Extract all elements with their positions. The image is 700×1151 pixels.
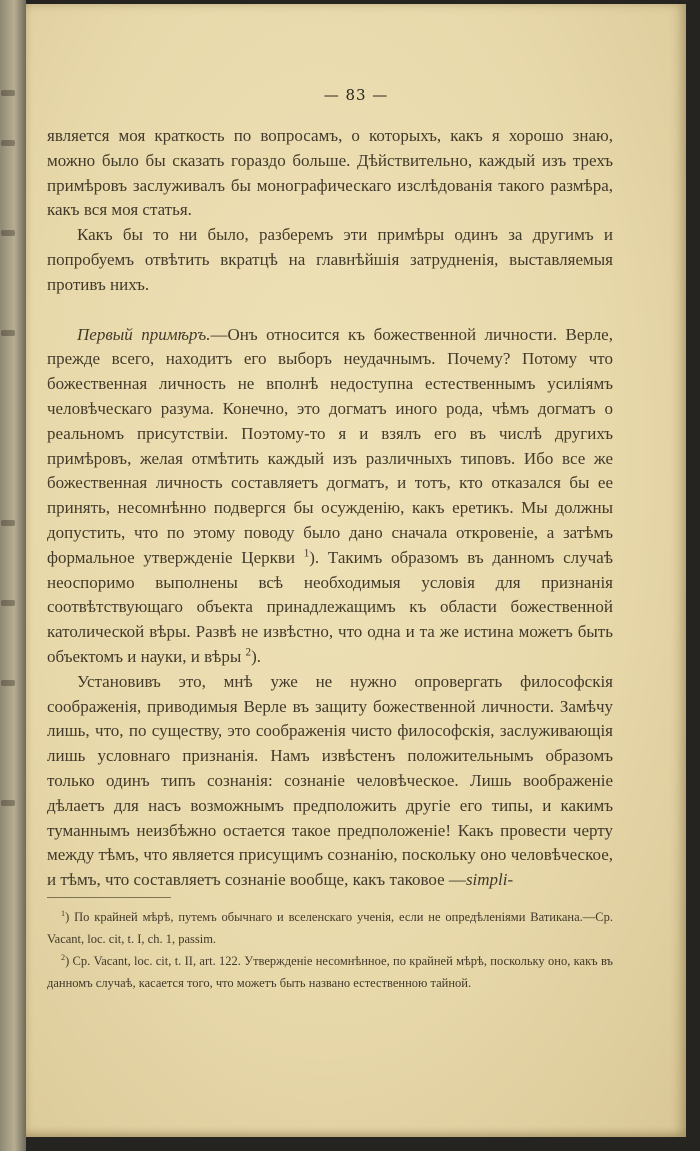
footnote-divider <box>47 897 171 898</box>
footnote-1 <box>47 906 613 950</box>
bleed-mark <box>1 520 15 526</box>
paragraph-3-text-b: ). Такимъ образомъ въ данномъ случаѣ неоспоримо выполнены всѣ необходимыя условія для признанія соотвѣтствующаго объекта принадлежащимъ къ области божественной католической вѣры. Развѣ не извѣстно, что одна и та же истина можетъ быть объектомъ и науки, и вѣры <box>47 547 613 666</box>
footnotes <box>47 906 613 994</box>
previous-page-edge <box>0 0 26 1151</box>
footnote-ref-2[interactable]: 2 <box>245 646 252 659</box>
footnote-ref-1[interactable]: 1 <box>303 547 310 560</box>
paragraph-3-text-a: —Онъ относится къ божественной личности. Верле, прежде всего, находитъ его выборъ неудачнымъ. Почему? Потому что божественная личность не вполнѣ недоступна естественнымъ усиліямъ человѣческаго разума. Конечно, это догматъ иного рода, чѣмъ догматъ о реальномъ присутствіи. Поэтому-то я и взялъ его въ числѣ другихъ примѣровъ, желая отмѣтить каждый изъ различныхъ типовъ. Ибо все же божественная личность составляетъ догматъ, и тотъ, кто отказался бы ее принять, несомнѣнно подвергся бы осужденію, какъ еретикъ. Мы должны допустить, что по этому поводу было дано сначала откровеніе, а затѣмъ формальное утвержденіе Церкви <box>47 324 613 567</box>
book-page <box>26 4 686 1137</box>
paragraph-4-text: Установивъ это, мнѣ уже не нужно опровергать философскія соображенія, приводимыя Верле въ защиту божественной личности. Замѣчу лишь, что, по существу, это соображенія чисто философскія, заслуживающія лишь условнаго признанія. Намъ извѣстенъ положительнымъ образомъ только одинъ типъ сознанія: сознаніе человѣческое. Лишь воображеніе дѣлаетъ для насъ возможнымъ предположить другіе его типы, и какимъ туманнымъ неизбѣжно остается такое предположеніе! Какъ провести черту между тѣмъ, что является присущимъ сознанію, поскольку оно человѣческое, и тѣмъ, что составляетъ сознаніе вообще, какъ таковое — <box>47 671 613 890</box>
bleed-mark <box>1 800 15 806</box>
bleed-mark <box>1 600 15 606</box>
paragraph-2: Какъ бы то ни было, разберемъ эти примѣры одинъ за другимъ и попробуемъ отвѣтить вкратцѣ на главнѣйшія затрудненія, выставляемыя противъ нихъ. <box>47 225 613 294</box>
bleed-mark <box>1 230 15 236</box>
bleed-mark <box>1 140 15 146</box>
footnote-2-text: ) Ср. Vacant, loc. cit, t. II, art. 122. Утвержденіе несомнѣнное, по крайней мѣрѣ, поскольку оно, какъ въ данномъ случаѣ, касается того, что можетъ быть названо естественною тайной. <box>47 954 613 990</box>
paragraph-3-lead: Первый примѣръ. <box>77 324 211 344</box>
main-text <box>47 124 613 893</box>
paragraph-4 <box>47 670 613 893</box>
footnote-2 <box>47 950 613 994</box>
bleed-mark <box>1 90 15 96</box>
bleed-mark <box>1 330 15 336</box>
paragraph-4-tail: simpli- <box>465 870 514 890</box>
paragraph-3 <box>47 323 613 670</box>
paragraph-3-text-c: ). <box>251 646 261 666</box>
paragraph-1: является моя краткость по вопросамъ, о которыхъ, какъ я хорошо знаю, можно было бы сказать гораздо больше. Дѣйствительно, каждый изъ трехъ примѣровъ заслуживалъ бы монографическаго изслѣдованія такого размѣра, какъ вся моя статья. <box>47 126 613 220</box>
footnote-1-mark: 1 <box>61 908 66 918</box>
page-number: — 83 — <box>323 86 389 104</box>
footnote-1-text: ) По крайней мѣрѣ, путемъ обычнаго и вселенскаго ученія, если не опредѣленіями Ватикана.—Ср. Vacant, loc. cit, t. I, ch. 1, passim. <box>47 910 613 946</box>
footnote-2-mark: 2 <box>61 952 66 962</box>
bleed-mark <box>1 680 15 686</box>
